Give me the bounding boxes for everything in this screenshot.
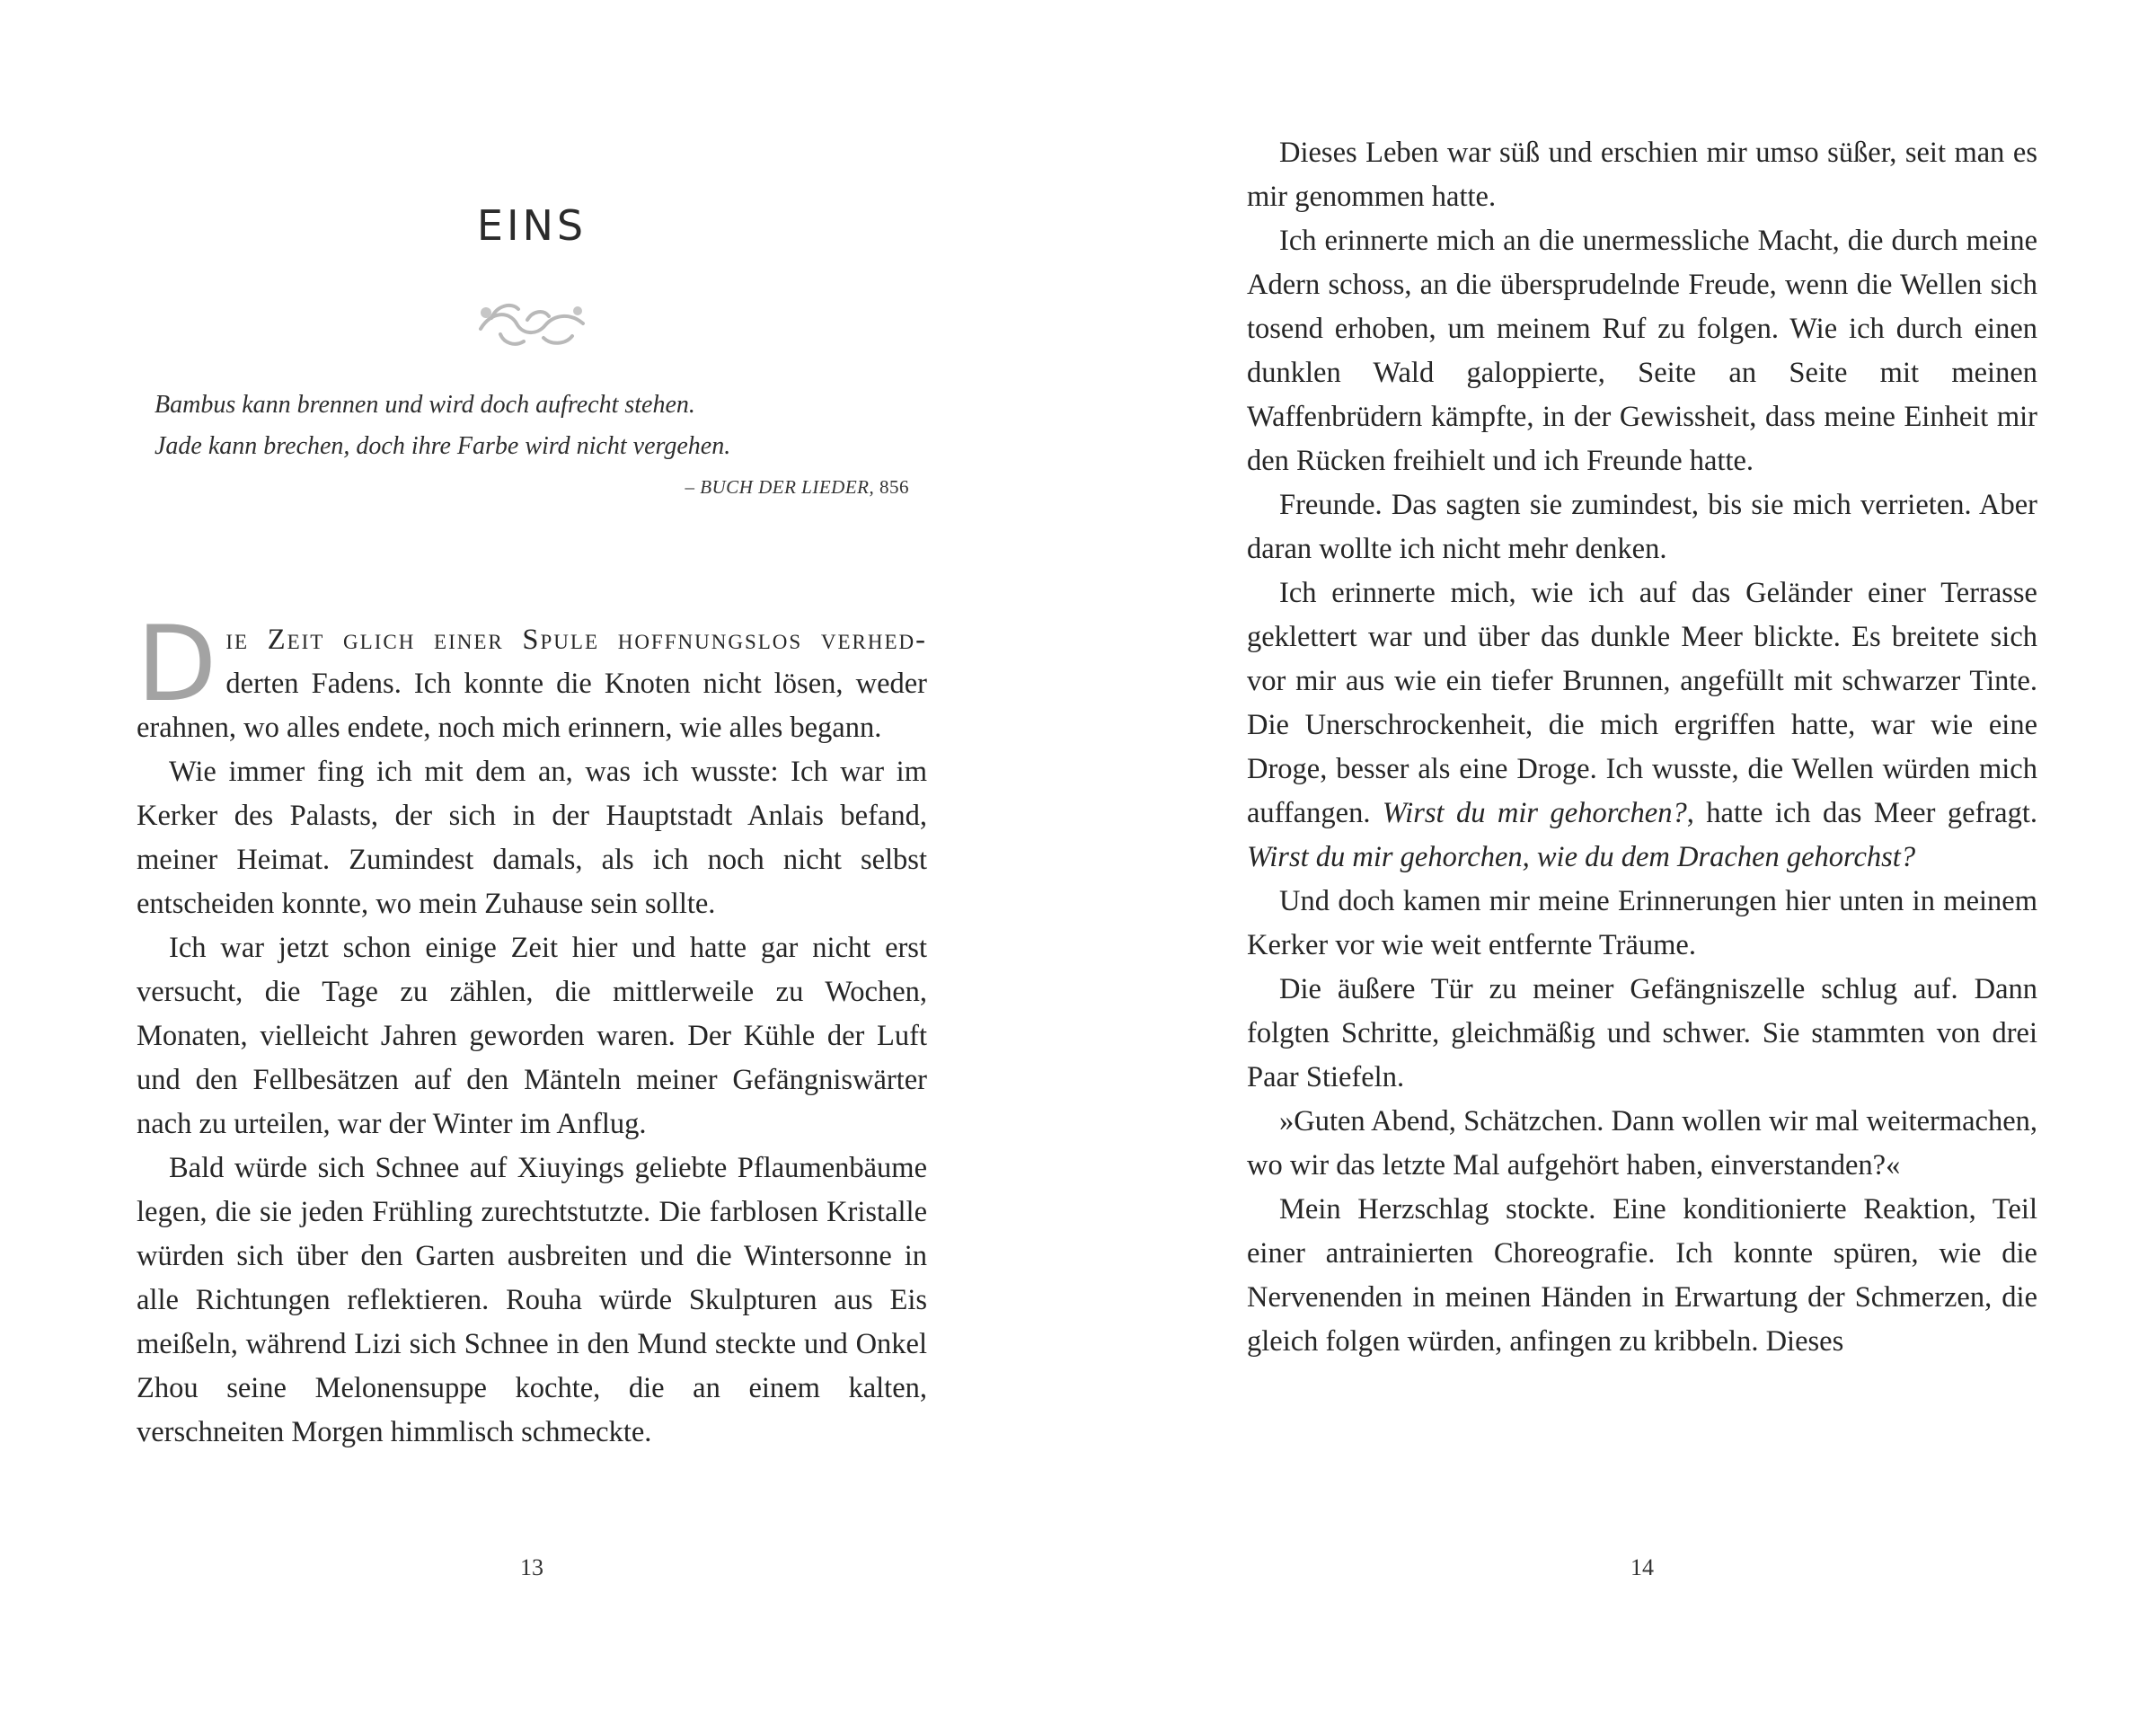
- epigraph-line: Jade kann brechen, doch ihre Farbe wird nicht vergehen.: [155, 432, 731, 460]
- left-body-text: [137, 604, 927, 1455]
- chapter-title: EINS: [476, 201, 588, 250]
- attribution-source: BUCH DER LIEDER: [700, 476, 870, 498]
- italic-question: Wirst du mir gehorchen, wie du dem Drachen gehorchst?: [1247, 841, 1916, 873]
- paragraph: [1247, 571, 2037, 880]
- right-page: [1247, 0, 2037, 1717]
- page-number: 14: [1630, 1554, 1654, 1580]
- epigraph: [155, 385, 927, 467]
- paragraph: Mein Herzschlag stockte. Eine konditionierte Reaktion, Teil einer antrainierten Choreografie. Ich konnte spüren, wie die Nervenenden in meinen Händen in Erwartung der Schmerzen, die gleich folgen würden, anfingen zu kribbeln. Dieses: [1247, 1193, 2037, 1358]
- epigraph-line: Bambus kann brennen und wird doch aufrecht stehen.: [155, 391, 695, 419]
- paragraph: Dieses Leben war süß und erschien mir umso süßer, seit man es mir genommen hatte.: [1247, 137, 2037, 213]
- attribution-year: , 856: [869, 476, 909, 498]
- attribution-dash: –: [685, 476, 701, 498]
- flourish-ornament-icon: [473, 293, 590, 352]
- paragraph: Wie immer fing ich mit dem an, was ich wusste: Ich war im Kerker des Palasts, der sich in der Hauptstadt Anlais befand, meiner Heimat. Zumindest damals, als ich noch nicht selbst entscheiden konnte, wo mein Zuhause sein sollte.: [137, 756, 927, 920]
- paragraph: Ich erinnerte mich an die unermessliche Macht, die durch meine Adern schoss, an die übersprudelnde Freude, wenn die Wellen sich tosend erhoben, um meinem Ruf zu folgen. Wie ich durch einen dunklen Wald galoppierte, Seite an Seite mit meinen Waffenbrüdern kämpfte, in der Gewissheit, dass meine Einheit mir den Rücken freihielt und ich Freunde hatte.: [1247, 225, 2037, 477]
- epigraph-attribution: [137, 476, 909, 499]
- paragraph: [137, 604, 927, 750]
- paragraph-text: derten Fadens. Ich konnte die Knoten nicht lösen, weder erahnen, wo alles endete, noch mich erinnern, wie alles begann.: [137, 668, 927, 744]
- paragraph: Bald würde sich Schnee auf Xiuyings geliebte Pflaumenbäume legen, die sie jeden Frühling zurechtstutzte. Die farblosen Kristalle würden sich über den Garten ausbreiten und die Wintersonne in alle Richtungen reflektieren. Rouha würde Skulpturen aus Eis meißeln, während Lizi sich Schnee in den Mund steckte und Onkel Zhou seine Melonensuppe kochte, die an einem kalten, verschneiten Morgen himmlisch schmeckte.: [137, 1152, 927, 1448]
- paragraph: »Guten Abend, Schätzchen. Dann wollen wir mal weitermachen, wo wir das letzte Mal aufgehört haben, einverstanden?«: [1247, 1105, 2037, 1182]
- drop-cap: D: [137, 604, 217, 725]
- paragraph-text: Ich erinnerte mich, wie ich auf das Geländer einer Terrasse geklettert war und über das dunkle Meer blickte. Es breitete sich vor mir aus wie ein tiefer Brunnen, angefüllt mit schwarzer Tinte. Die Unerschrockenheit, die mich ergriffen hatte, war wie eine Droge, besser als eine Droge. Ich wusste, die Wellen würden mich auffangen.: [1247, 577, 2037, 829]
- italic-question: Wirst du mir gehorchen?: [1382, 797, 1687, 829]
- right-body-text: [1247, 131, 2037, 1364]
- paragraph: Und doch kamen mir meine Erinnerungen hier unten in meinem Kerker vor wie weit entfernte Träume.: [1247, 885, 2037, 961]
- paragraph: Ich war jetzt schon einige Zeit hier und hatte gar nicht erst versucht, die Tage zu zählen, die mittlerweile zu Wochen, Monaten, vielleicht Jahren geworden waren. Der Kühle der Luft und den Fellbesätzen auf den Mänteln meiner Gefängniswärter nach zu urteilen, war der Winter im Anflug.: [137, 932, 927, 1140]
- paragraph-text: , hatte ich das Meer gefragt.: [1686, 797, 2037, 829]
- page-number: 13: [520, 1554, 543, 1580]
- paragraph: Freunde. Das sagten sie zumindest, bis sie mich verrieten. Aber daran wollte ich nicht mehr denken.: [1247, 489, 2037, 565]
- paragraph: Die äußere Tür zu meiner Gefängniszelle schlug auf. Dann folgten Schritte, gleichmäßig und schwer. Sie stammten von drei Paar Stiefeln.: [1247, 973, 2037, 1093]
- opening-small-caps: ie Zeit glich einer Spule hoffnungslos verhed-: [225, 624, 927, 656]
- left-page: [137, 0, 927, 1717]
